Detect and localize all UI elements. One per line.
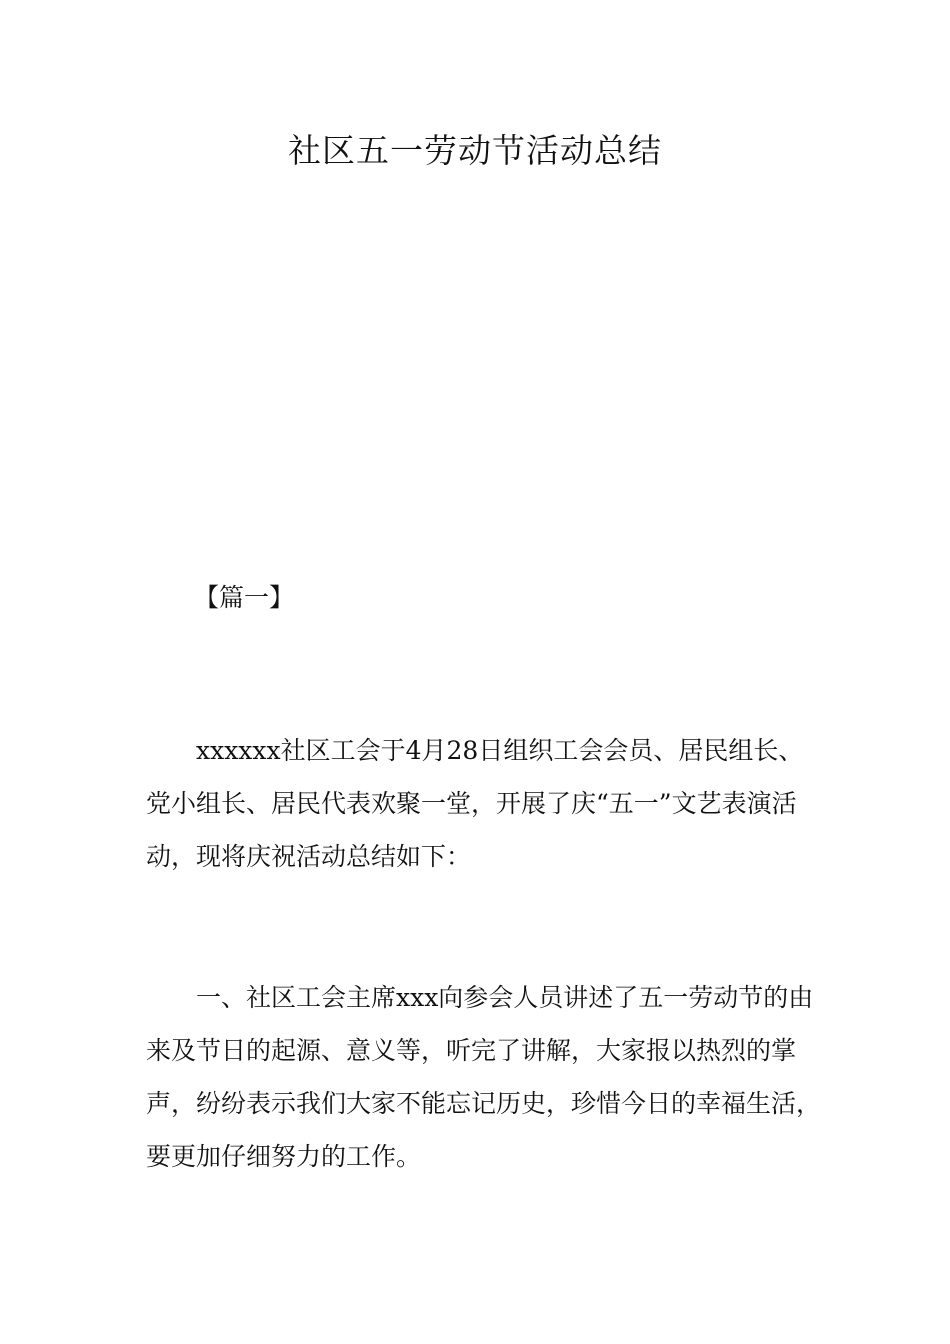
document-title: 社区五一劳动节活动总结 <box>288 131 662 170</box>
section-label: 【篇一】 <box>194 583 295 612</box>
paragraph-item-one: 一、社区工会主席xxx向参会人员讲述了五一劳动节的由来及节日的起源、意义等，听完了讲解，大家报以热烈的掌声，纷纷表示我们大家不能忘记历史，珍惜今日的幸福生活，要更加仔细努力的工作。 <box>146 983 822 1171</box>
paragraph-intro: xxxxxx社区工会于4月28日组织工会会员、居民组长、党小组长、居民代表欢聚一堂，开展了庆“五一”文艺表演活动，现将庆祝活动总结如下： <box>146 736 804 871</box>
